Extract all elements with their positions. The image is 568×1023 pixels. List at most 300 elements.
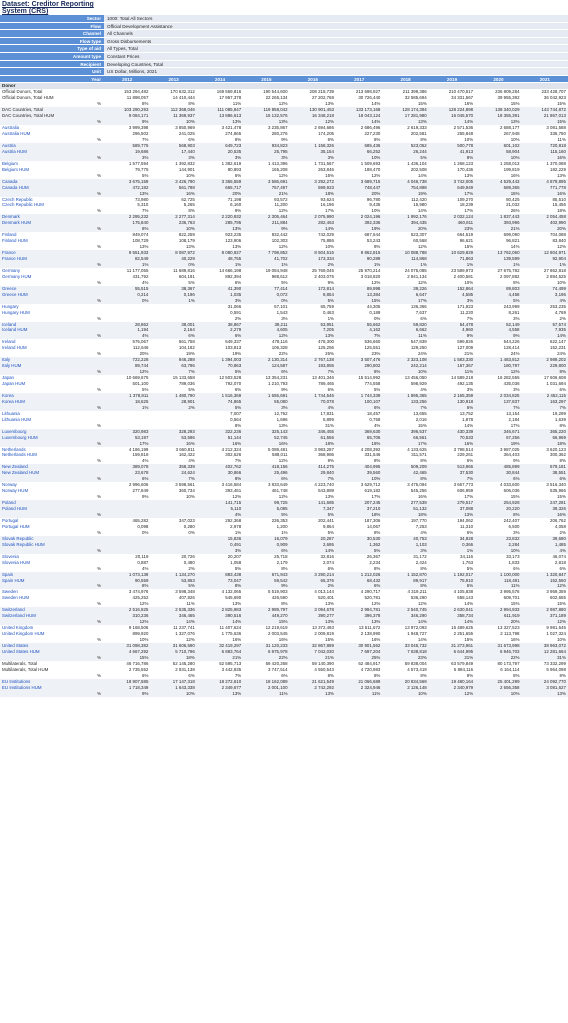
table-cell: 2 619,333 bbox=[382, 125, 428, 131]
table-cell: 21% bbox=[197, 655, 243, 661]
table-cell: 6% bbox=[475, 476, 521, 482]
row-label[interactable]: Korea HUM bbox=[0, 399, 104, 405]
row-label[interactable]: Italy bbox=[0, 357, 104, 363]
year-cell[interactable]: 2013 bbox=[168, 76, 179, 82]
table-cell: 325,143 bbox=[243, 429, 289, 435]
table-cell: 1,696 bbox=[243, 417, 289, 423]
table-cell: 6,647 bbox=[382, 292, 428, 298]
table-cell: 3 365,559 bbox=[197, 179, 243, 185]
table-cell: 7% bbox=[197, 458, 243, 464]
row-label[interactable]: Czech Republic bbox=[0, 197, 104, 203]
table-cell: 15% bbox=[475, 191, 521, 197]
table-cell: 243,999 bbox=[475, 304, 521, 310]
table-cell: 229,261 bbox=[429, 452, 475, 458]
table-cell: 14% bbox=[290, 548, 336, 554]
table-cell: 108,729 bbox=[104, 238, 150, 244]
row-label[interactable]: Canada HUM bbox=[0, 185, 104, 191]
row-label[interactable]: Multilaterals, Total HUM bbox=[0, 667, 104, 673]
param-value[interactable]: Constant Prices bbox=[104, 53, 568, 61]
table-cell: 1 744,339 bbox=[336, 393, 382, 399]
table-cell: 33,173 bbox=[475, 554, 521, 560]
table-cell: 4,162 bbox=[336, 327, 382, 333]
table-cell: 18% bbox=[290, 441, 336, 447]
table-cell: 1 992,176 bbox=[382, 214, 428, 220]
table-cell: 229,800 bbox=[522, 363, 568, 369]
row-label[interactable]: Slovenia bbox=[0, 554, 104, 560]
table-cell: 285,795 bbox=[197, 220, 243, 226]
table-cell: 7 697,204 bbox=[336, 649, 382, 655]
table-cell: 19 480,164 bbox=[429, 679, 475, 685]
table-cell: 478,116 bbox=[243, 339, 289, 345]
table-cell: 10% bbox=[475, 691, 521, 697]
table-cell: 93,624 bbox=[290, 197, 336, 203]
row-label[interactable]: Denmark HUM bbox=[0, 220, 104, 226]
table-cell: 4% bbox=[382, 530, 428, 536]
table-cell: 774,558 bbox=[336, 381, 382, 387]
table-cell: 3 850,969 bbox=[150, 125, 196, 131]
param-value[interactable]: Official Development Assistance bbox=[104, 23, 568, 31]
data-table bbox=[0, 89, 568, 696]
table-cell: 8% bbox=[475, 280, 521, 286]
row-label[interactable]: Ireland bbox=[0, 339, 104, 345]
row-label[interactable]: Greece HUM bbox=[0, 292, 104, 298]
table-cell: 5% bbox=[197, 369, 243, 375]
table-cell: 664,519 bbox=[429, 232, 475, 238]
table-cell: 42,465 bbox=[382, 470, 428, 476]
table-cell: 19 084,948 bbox=[243, 268, 289, 274]
row-label[interactable]: United States HUM bbox=[0, 649, 104, 655]
table-cell: 8% bbox=[150, 208, 196, 214]
table-cell: 6% bbox=[290, 387, 336, 393]
table-cell: 59,820 bbox=[382, 322, 428, 328]
row-label[interactable]: Poland bbox=[0, 500, 104, 506]
table-cell: 7% bbox=[429, 316, 475, 322]
table-cell: 849,074 bbox=[104, 232, 150, 238]
table-cell: 14% bbox=[522, 333, 568, 339]
row-label[interactable]: Austria HUM bbox=[0, 149, 104, 155]
table-cell: 1 744,546 bbox=[290, 393, 336, 399]
table-cell: 3 987,025 bbox=[475, 447, 521, 453]
table-cell: 8% bbox=[243, 566, 289, 572]
table-cell: 2% bbox=[150, 566, 196, 572]
year-cell[interactable]: 2020 bbox=[493, 76, 504, 82]
table-cell: 10% bbox=[336, 208, 382, 214]
year-cell[interactable]: 2017 bbox=[354, 76, 365, 82]
row-label[interactable]: Luxembourg bbox=[0, 429, 104, 435]
table-cell: 822,259 bbox=[150, 232, 196, 238]
table-cell: 6% bbox=[150, 333, 196, 339]
table-cell: 2% bbox=[290, 262, 336, 268]
table-cell: 15 132,576 bbox=[243, 113, 289, 119]
table-cell: 4% bbox=[104, 566, 150, 572]
row-label[interactable]: Spain HUM bbox=[0, 578, 104, 584]
table-cell: 13% bbox=[290, 619, 336, 625]
row-label[interactable]: France bbox=[0, 250, 104, 256]
param-value[interactable]: US Dollar, Millions, 2021 bbox=[104, 68, 568, 76]
table-cell: 23,678 bbox=[104, 470, 150, 476]
table-cell: 549,337 bbox=[197, 339, 243, 345]
table-cell: 123,906 bbox=[197, 238, 243, 244]
row-label: % bbox=[0, 351, 104, 357]
table-cell: 65,706 bbox=[336, 435, 382, 441]
row-label[interactable]: Finland HUM bbox=[0, 238, 104, 244]
table-cell: 393,461 bbox=[197, 488, 243, 494]
row-label[interactable]: Sweden HUM bbox=[0, 595, 104, 601]
table-cell: 14% bbox=[382, 208, 428, 214]
table-cell: 18,239 bbox=[429, 202, 475, 208]
year-cell[interactable]: 2016 bbox=[307, 76, 318, 82]
table-cell: 14% bbox=[429, 619, 475, 625]
table-cell: 671,943 bbox=[243, 572, 289, 578]
table-cell: 5% bbox=[429, 566, 475, 572]
table-cell: 208 218,739 bbox=[290, 89, 336, 95]
table-cell: 59 838,004 bbox=[382, 661, 428, 667]
table-cell: 358,339 bbox=[150, 464, 196, 470]
param-label: Channel bbox=[0, 30, 104, 38]
row-label[interactable]: United Kingdom HUM bbox=[0, 631, 104, 637]
table-cell: 5 884,116 bbox=[429, 667, 475, 673]
row-label[interactable]: Norway HUM bbox=[0, 488, 104, 494]
table-cell: 0% bbox=[104, 298, 150, 304]
table-cell: 58,904 bbox=[475, 149, 521, 155]
table-cell: 26,367 bbox=[336, 554, 382, 560]
table-cell: 390,516 bbox=[197, 613, 243, 619]
row-label[interactable]: United Kingdom bbox=[0, 625, 104, 631]
table-cell: 6 946,703 bbox=[475, 649, 521, 655]
table-cell: 10% bbox=[150, 226, 196, 232]
table-cell: 16% bbox=[197, 441, 243, 447]
row-label[interactable]: DAC Countries, Total bbox=[0, 107, 104, 113]
table-cell: 883,438 bbox=[197, 572, 243, 578]
row-label[interactable]: Slovenia HUM bbox=[0, 560, 104, 566]
table-cell: 26% bbox=[475, 208, 521, 214]
row-label[interactable]: Germany bbox=[0, 268, 104, 274]
table-cell: 3% bbox=[243, 405, 289, 411]
table-cell: 15% bbox=[475, 101, 521, 107]
row-label[interactable]: Portugal HUM bbox=[0, 524, 104, 530]
row-label[interactable]: Poland HUM bbox=[0, 506, 104, 512]
row-label[interactable]: Belgium HUM bbox=[0, 167, 104, 173]
table-cell: 73 332,299 bbox=[522, 661, 568, 667]
table-cell: 1% bbox=[243, 262, 289, 268]
table-cell: 85,510 bbox=[522, 197, 568, 203]
table-cell: 267,948 bbox=[475, 131, 521, 137]
table-cell: 13% bbox=[522, 173, 568, 179]
table-cell: 46 716,786 bbox=[104, 661, 150, 667]
table-cell: 6% bbox=[243, 673, 289, 679]
table-cell: 22 265,134 bbox=[243, 95, 289, 101]
year-cell[interactable]: 2015 bbox=[261, 76, 272, 82]
row-label[interactable]: Austria bbox=[0, 143, 104, 149]
table-cell: 21% bbox=[429, 351, 475, 357]
table-cell: 144,901 bbox=[150, 167, 196, 173]
table-cell: 1 516,369 bbox=[197, 393, 243, 399]
row-label[interactable]: Slovak Republic bbox=[0, 536, 104, 542]
table-cell: 7% bbox=[522, 405, 568, 411]
table-cell: 31% bbox=[290, 423, 336, 429]
row-label[interactable]: Multilaterals, Total bbox=[0, 661, 104, 667]
table-cell: 1 483,812 bbox=[475, 357, 521, 363]
table-cell: 109,270 bbox=[429, 197, 475, 203]
year-cell[interactable]: 2019 bbox=[446, 76, 458, 82]
row-label[interactable]: Korea bbox=[0, 393, 104, 399]
table-cell: 8% bbox=[336, 244, 382, 250]
row-label: % bbox=[0, 423, 104, 429]
table-cell: 4% bbox=[290, 405, 336, 411]
table-cell: 7% bbox=[382, 405, 428, 411]
row-label[interactable]: EU Institutions HUM bbox=[0, 685, 104, 691]
table-cell: 14% bbox=[429, 119, 475, 125]
row-label[interactable]: DAC Countries, Total HUM bbox=[0, 113, 104, 119]
row-label[interactable]: Luxembourg HUM bbox=[0, 435, 104, 441]
table-cell: 1,103 bbox=[382, 542, 428, 548]
table-cell: 263,846 bbox=[290, 167, 336, 173]
table-cell: 2 400,581 bbox=[429, 274, 475, 280]
table-cell: 9% bbox=[475, 458, 521, 464]
table-cell: 8% bbox=[336, 673, 382, 679]
param-value[interactable]: All Types, Total bbox=[104, 45, 568, 53]
table-cell: 79,775 bbox=[104, 167, 150, 173]
param-value[interactable]: Gross Disbursements bbox=[104, 38, 568, 46]
table-cell: 8% bbox=[522, 458, 568, 464]
table-cell: 16% bbox=[197, 637, 243, 643]
table-cell: 2 884,525 bbox=[522, 274, 568, 280]
table-cell: 1,362 bbox=[336, 542, 382, 548]
row-label[interactable]: EU Institutions bbox=[0, 679, 104, 685]
table-cell: 11% bbox=[429, 369, 475, 375]
table-cell: 31,066 bbox=[197, 304, 243, 310]
row-label[interactable]: Finland bbox=[0, 232, 104, 238]
table-cell: 7% bbox=[104, 137, 150, 143]
row-label[interactable]: France HUM bbox=[0, 256, 104, 262]
table-cell: 6% bbox=[336, 405, 382, 411]
table-cell: 3% bbox=[475, 530, 521, 536]
table-cell: 5 089,481 bbox=[243, 447, 289, 453]
year-cell[interactable]: 2021 bbox=[539, 76, 550, 82]
table-cell: 32,816 bbox=[290, 554, 336, 560]
table-cell: 13% bbox=[197, 119, 243, 125]
param-row-flow bbox=[0, 23, 568, 31]
row-label[interactable]: Spain bbox=[0, 572, 104, 578]
row-label[interactable]: Japan HUM bbox=[0, 381, 104, 387]
row-label[interactable]: Lithuania bbox=[0, 411, 104, 417]
row-label[interactable]: New Zealand HUM bbox=[0, 470, 104, 476]
table-cell: 280,276 bbox=[243, 131, 289, 137]
row-label[interactable]: United States bbox=[0, 643, 104, 649]
table-cell: 2 841,134 bbox=[382, 274, 428, 280]
table-cell: 25 401,299 bbox=[475, 679, 521, 685]
table-cell: 1,543 bbox=[243, 310, 289, 316]
row-label[interactable]: Portugal bbox=[0, 518, 104, 524]
table-cell: 62 484,917 bbox=[336, 661, 382, 667]
table-cell: 3 474,976 bbox=[104, 589, 150, 595]
table-cell: 3 999,398 bbox=[104, 125, 150, 131]
table-cell: 14 410,444 bbox=[150, 95, 196, 101]
table-cell: 11,200 bbox=[243, 202, 289, 208]
table-cell: 3 475,094 bbox=[382, 482, 428, 488]
table-cell: 6% bbox=[197, 333, 243, 339]
table-cell: 20% bbox=[336, 191, 382, 197]
table-cell: 12% bbox=[382, 280, 428, 286]
table-cell: 61,556 bbox=[290, 435, 336, 441]
table-cell: 2 001,100 bbox=[243, 685, 289, 691]
row-label[interactable]: Sweden bbox=[0, 589, 104, 595]
row-label[interactable]: Iceland HUM bbox=[0, 327, 104, 333]
table-cell: 133 173,168 bbox=[336, 107, 382, 113]
table-cell: 74,865 bbox=[197, 399, 243, 405]
table-cell: 125,551 bbox=[336, 345, 382, 351]
row-label[interactable]: Germany HUM bbox=[0, 274, 104, 280]
table-cell: 18 355,391 bbox=[475, 113, 521, 119]
table-cell: 20% bbox=[475, 619, 521, 625]
table-cell: 0% bbox=[150, 530, 196, 536]
table-cell: 599,826 bbox=[429, 339, 475, 345]
table-cell: 478,300 bbox=[290, 339, 336, 345]
table-cell: 21 066,689 bbox=[336, 679, 382, 685]
param-value[interactable]: 1000: Total All Sectors bbox=[104, 15, 568, 23]
table-cell: 8% bbox=[522, 369, 568, 375]
row-label[interactable]: Australia bbox=[0, 125, 104, 131]
table-cell: 194,062 bbox=[429, 518, 475, 524]
table-cell: 16% bbox=[522, 191, 568, 197]
table-cell: 12% bbox=[382, 244, 428, 250]
table-cell: 923,235 bbox=[197, 232, 243, 238]
year-cell[interactable]: 2012 bbox=[122, 76, 133, 82]
table-cell: 12% bbox=[243, 494, 289, 500]
table-cell: 946,288 bbox=[150, 357, 196, 363]
table-cell: 90,289 bbox=[336, 256, 382, 262]
table-cell: 2 735,552 bbox=[104, 667, 150, 673]
row-label[interactable]: Japan bbox=[0, 375, 104, 381]
table-cell: 70,078 bbox=[290, 399, 336, 405]
row-label[interactable]: Netherlands HUM bbox=[0, 452, 104, 458]
table-cell: 21,032 bbox=[475, 202, 521, 208]
row-label[interactable]: Switzerland HUM bbox=[0, 613, 104, 619]
table-cell: 0,480 bbox=[150, 560, 196, 566]
table-cell: 360,734 bbox=[150, 488, 196, 494]
row-label[interactable]: New Zealand bbox=[0, 464, 104, 470]
row-label[interactable]: Denmark bbox=[0, 214, 104, 220]
table-cell: 51,144 bbox=[197, 435, 243, 441]
row-label[interactable]: Official Donors, Total HUM bbox=[0, 95, 104, 101]
table-cell: 93,572 bbox=[243, 197, 289, 203]
table-cell: 13% bbox=[197, 244, 243, 250]
table-cell: 136,366 bbox=[382, 304, 428, 310]
table-cell: 536,290 bbox=[382, 595, 428, 601]
row-label[interactable]: Canada bbox=[0, 179, 104, 185]
table-cell: 0,189 bbox=[336, 310, 382, 316]
table-cell: 10% bbox=[475, 155, 521, 161]
table-cell: 2 686,496 bbox=[336, 125, 382, 131]
table-cell: 18 162,089 bbox=[243, 679, 289, 685]
table-cell: 1 073,139 bbox=[104, 572, 150, 578]
table-cell: 10% bbox=[104, 637, 150, 643]
row-label[interactable]: Italy HUM bbox=[0, 363, 104, 369]
table-cell: 9 084,171 bbox=[104, 113, 150, 119]
table-cell: 66,969 bbox=[522, 435, 568, 441]
row-label[interactable]: Iceland bbox=[0, 322, 104, 328]
table-cell: 3 689,715 bbox=[336, 179, 382, 185]
row-label[interactable]: Official Donors, Total bbox=[0, 89, 104, 95]
table-cell: 112,420 bbox=[382, 197, 428, 203]
table-cell: 3% bbox=[429, 298, 475, 304]
row-label[interactable]: Netherlands bbox=[0, 447, 104, 453]
table-cell: 12 804,971 bbox=[522, 250, 568, 256]
table-cell: 7% bbox=[150, 369, 196, 375]
table-cell: 7% bbox=[197, 673, 243, 679]
table-cell: 4 529,443 bbox=[475, 179, 521, 185]
table-cell: 2 994,781 bbox=[336, 607, 382, 613]
row-label[interactable]: Hungary bbox=[0, 304, 104, 310]
table-cell: 16% bbox=[243, 441, 289, 447]
table-cell: 12% bbox=[336, 173, 382, 179]
table-cell: 104,182 bbox=[150, 345, 196, 351]
table-cell: 0% bbox=[150, 262, 196, 268]
table-cell: 18% bbox=[522, 441, 568, 447]
table-cell: 31 606,590 bbox=[150, 643, 196, 649]
param-value[interactable]: Developing Countries, Total bbox=[104, 61, 568, 69]
row-label[interactable]: Slovak Republic HUM bbox=[0, 542, 104, 548]
table-cell: 19% bbox=[336, 226, 382, 232]
table-cell: 0,196 bbox=[150, 292, 196, 298]
table-cell: 7 042,030 bbox=[290, 649, 336, 655]
table-cell: 1,878 bbox=[429, 417, 475, 423]
table-cell: 17 147,318 bbox=[150, 679, 196, 685]
table-cell: 10% bbox=[382, 691, 428, 697]
table-cell: 127,009 bbox=[429, 345, 475, 351]
dataset-title-line2[interactable]: System (CRS) bbox=[2, 8, 49, 15]
table-cell: 173,334 bbox=[290, 256, 336, 262]
table-cell: 5% bbox=[150, 280, 196, 286]
table-cell: 2,184 bbox=[475, 417, 521, 423]
year-cell[interactable]: 2014 bbox=[214, 76, 226, 82]
table-cell: 213 698,927 bbox=[336, 89, 382, 95]
row-label[interactable]: Hungary HUM bbox=[0, 310, 104, 316]
table-cell: 277,539 bbox=[382, 500, 428, 506]
table-cell: 197,770 bbox=[382, 518, 428, 524]
table-cell: 2 349,677 bbox=[197, 685, 243, 691]
table-cell: 31 120,233 bbox=[243, 643, 289, 649]
dataset-title-line1[interactable]: Dataset: Creditor Reporting bbox=[2, 1, 94, 8]
row-label[interactable]: Ireland HUM bbox=[0, 345, 104, 351]
table-cell: 14% bbox=[475, 244, 521, 250]
table-cell: 3 516,340 bbox=[522, 482, 568, 488]
table-cell: 11,220 bbox=[429, 310, 475, 316]
row-label[interactable]: Belgium bbox=[0, 161, 104, 167]
table-cell: 2 694,686 bbox=[290, 125, 336, 131]
table-cell: 418,156 bbox=[243, 464, 289, 470]
table-cell: 757,497 bbox=[243, 185, 289, 191]
table-cell: 11% bbox=[197, 101, 243, 107]
table-cell: 96,821 bbox=[475, 238, 521, 244]
row-label[interactable]: Australia HUM bbox=[0, 131, 104, 137]
table-cell: 5% bbox=[104, 173, 150, 179]
param-value[interactable]: All Channels bbox=[104, 30, 568, 38]
row-label[interactable]: Czech Republic HUM bbox=[0, 202, 104, 208]
table-cell: 13 401,346 bbox=[290, 375, 336, 381]
table-cell: 394,435 bbox=[382, 220, 428, 226]
table-cell: 138 340,029 bbox=[475, 107, 521, 113]
table-cell: 1 392,832 bbox=[150, 161, 196, 167]
table-cell: 13% bbox=[150, 244, 196, 250]
row-label[interactable]: Greece bbox=[0, 286, 104, 292]
row-label[interactable]: Switzerland bbox=[0, 607, 104, 613]
table-cell: 5% bbox=[243, 280, 289, 286]
table-cell: 9% bbox=[197, 208, 243, 214]
row-label[interactable]: Lithuania HUM bbox=[0, 417, 104, 423]
year-cell[interactable]: 2018 bbox=[400, 76, 411, 82]
row-label[interactable]: Norway bbox=[0, 482, 104, 488]
